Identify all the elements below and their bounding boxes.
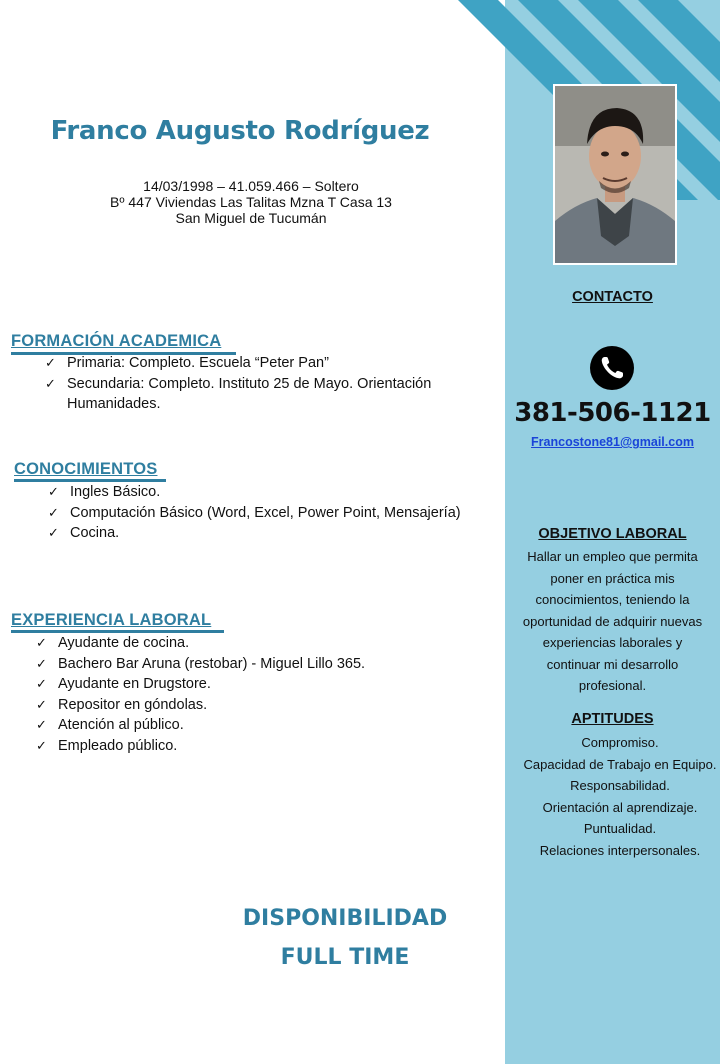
aptitudes-list [520, 732, 720, 861]
list-item: ✓ Ingles Básico. [48, 482, 498, 503]
list-item: ✓ Primaria: Completo. Escuela “Peter Pan” [45, 353, 485, 374]
list-item: ✓ Cocina. [48, 523, 498, 544]
check-icon: ✓ [48, 484, 59, 499]
list-item: ✓ Empleado público. [36, 736, 476, 757]
list-item: Responsabilidad. [570, 778, 670, 793]
check-icon: ✓ [36, 635, 47, 650]
list-item: Relaciones interpersonales. [539, 842, 701, 858]
aptitudes-title: APTITUDES [571, 711, 654, 727]
phone-icon [590, 346, 634, 390]
address-line: Bº 447 Viviendas Las Talitas Mzna T Casa 13 [110, 194, 392, 210]
availability-title: DISPONIBILIDAD [242, 906, 448, 931]
list-item: Capacidad de Trabajo en Equipo. [523, 756, 717, 772]
check-icon: ✓ [45, 375, 56, 391]
list-item: ✓ Ayudante de cocina. [36, 633, 476, 654]
objective-title: OBJETIVO LABORAL [538, 526, 687, 542]
email-link[interactable]: Francostone81@gmail.com [531, 435, 694, 449]
list-item: Puntualidad. [583, 821, 657, 836]
conocimientos-list [48, 482, 498, 544]
availability-value: FULL TIME [280, 945, 410, 970]
list-item: ✓ Computación Básico (Word, Excel, Power Point, Mensajería) [48, 503, 498, 524]
check-icon: ✓ [36, 655, 47, 671]
check-icon: ✓ [48, 525, 59, 540]
city-line: San Miguel de Tucumán [175, 210, 327, 226]
check-icon: ✓ [36, 696, 47, 712]
check-icon: ✓ [36, 717, 47, 732]
phone-number: 381-506-1121 [514, 398, 711, 428]
check-icon: ✓ [36, 737, 47, 753]
experiencia-list [36, 633, 476, 756]
objective-text: Hallar un empleo que permita poner en práctica mis conocimientos, teniendo la oportunidad de adquirir nuevas experiencias laborales y continuar mi desarrollo profesional. [522, 549, 703, 693]
candidate-name: Franco Augusto Rodríguez [50, 116, 430, 146]
profile-photo [553, 84, 677, 265]
check-icon: ✓ [45, 355, 56, 370]
list-item: Orientación al aprendizaje. [542, 799, 698, 815]
experiencia-title: EXPERIENCIA LABORAL [11, 611, 212, 629]
conocimientos-title: CONOCIMIENTOS [14, 460, 158, 478]
birth-id-status: 14/03/1998 – 41.059.466 – Soltero [143, 178, 359, 194]
formacion-title: FORMACIÓN ACADEMICA [11, 332, 222, 350]
list-item: ✓ Bachero Bar Aruna (restobar) - Miguel Lillo 365. [36, 654, 476, 675]
list-item: ✓ Atención al público. [36, 715, 476, 736]
list-item: ✓ Secundaria: Completo. Instituto 25 de Mayo. Orientación Humanidades. [45, 375, 432, 412]
check-icon: ✓ [48, 504, 59, 520]
list-item: ✓ Ayudante en Drugstore. [36, 674, 476, 695]
contact-title: CONTACTO [572, 289, 653, 305]
formacion-list [45, 353, 485, 415]
check-icon: ✓ [36, 676, 47, 691]
list-item: ✓ Repositor en góndolas. [36, 695, 476, 716]
personal-info [0, 178, 502, 226]
list-item: Compromiso. [581, 735, 659, 750]
